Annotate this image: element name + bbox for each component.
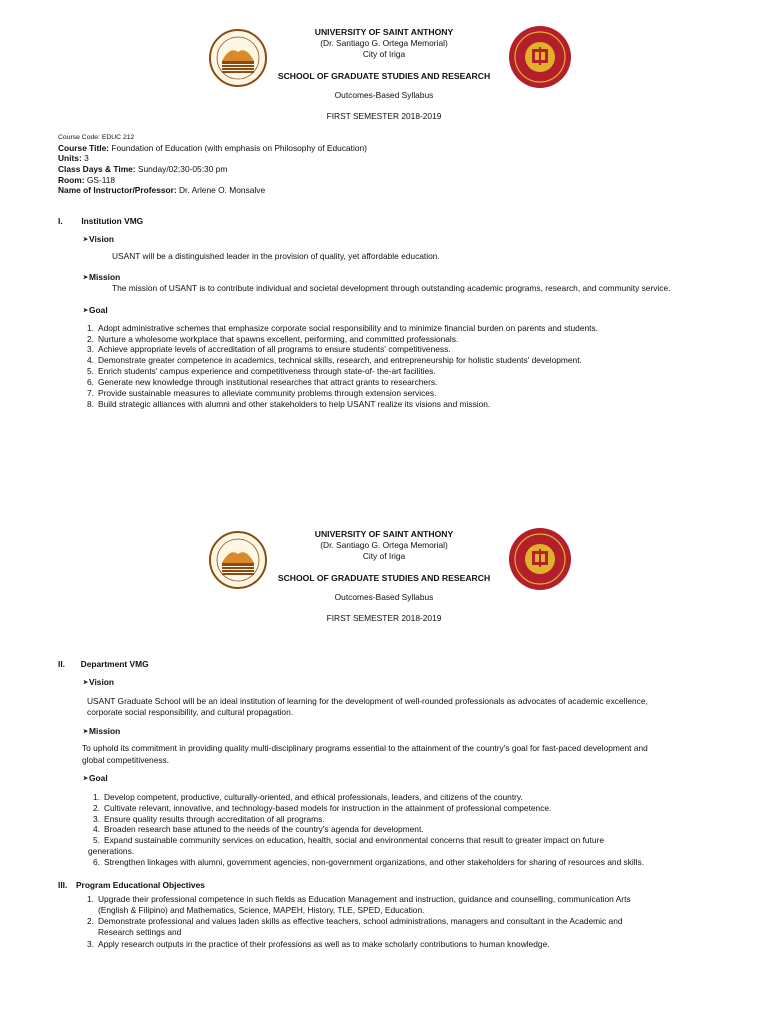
list-item: 3. Achieve appropriate levels of accreditation of all programs to ensure students' competitiveness. (87, 344, 451, 354)
course-days-time: Class Days & Time: Sunday/02:30-05:30 pm (58, 164, 228, 174)
list-item: 7. Provide sustainable measures to alleviate community problems through extension services. (87, 388, 437, 398)
section-heading-department-vmg: II. Department VMG (58, 659, 149, 669)
arrow-bullet-icon: ➤ (83, 729, 89, 735)
list-item-continuation: generations. (88, 846, 135, 856)
list-item: 1. Develop competent, productive, culturally-oriented, and ethical professionals, leaders, and citizens of the country. (93, 792, 523, 802)
university-name: UNIVERSITY OF SAINT ANTHONY (314, 529, 454, 539)
department-mission-line-2: global competitiveness. (82, 755, 170, 765)
list-item: 5. Enrich students' campus experience and competitiveness through state-of- the-art facilities. (87, 366, 436, 376)
course-code: Course Code: EDUC 212 (58, 134, 135, 141)
arrow-bullet-icon: ➤ (83, 776, 89, 782)
university-memorial: (Dr. Santiago G. Ortega Memorial) (320, 540, 448, 550)
syllabus-title: Outcomes-Based Syllabus (334, 90, 434, 100)
course-units: Units: 3 (58, 153, 89, 163)
list-item: 8. Build strategic alliances with alumni and other stakeholders to help USANT realize its visions and mission. (87, 399, 491, 409)
list-item-continuation: Research settings and (98, 927, 182, 937)
course-title: Course Title: Foundation of Education (with emphasis on Philosophy of Education) (58, 143, 367, 153)
department-goal-label: ➤Goal (83, 773, 108, 783)
institution-mission-label: ➤Mission (83, 272, 121, 282)
university-memorial: (Dr. Santiago G. Ortega Memorial) (320, 38, 448, 48)
list-item: 2. Demonstrate professional and values laden skills as effective teachers, school administrations, managers and consultant in the Academic and (87, 916, 623, 926)
course-instructor: Name of Instructor/Professor: Dr. Arlene O. Monsalve (58, 185, 266, 195)
department-vision-label: ➤Vision (83, 677, 115, 687)
section-heading-program-objectives: III. Program Educational Objectives (58, 880, 205, 890)
university-city: City of Iriga (362, 49, 406, 59)
school-name: SCHOOL OF GRADUATE STUDIES AND RESEARCH (277, 573, 491, 583)
institution-vision-label: ➤Vision (83, 234, 115, 244)
arrow-bullet-icon: ➤ (83, 237, 89, 243)
list-item: 1. Adopt administrative schemes that emphasize corporate social responsibility and to minimize financial burden on parents and students. (87, 323, 598, 333)
department-mission-label: ➤Mission (83, 726, 121, 736)
list-item: 3. Ensure quality results through accreditation of all programs. (93, 814, 325, 824)
arrow-bullet-icon: ➤ (83, 308, 89, 314)
department-mission-line-1: To uphold its commitment in providing quality multi-disciplinary programs essential to the attainment of the country's goal for fast-paced development and (82, 743, 648, 753)
semester-label: FIRST SEMESTER 2018-2019 (326, 111, 442, 121)
arrow-bullet-icon: ➤ (83, 680, 89, 686)
list-item: 4. Demonstrate greater competence in academics, technical skills, research, and entrepreneurship for holistic students' development. (87, 355, 582, 365)
arrow-bullet-icon: ➤ (83, 275, 89, 281)
list-item: 3. Apply research outputs in the practice of their professions as well as to make scholarly contributions to human knowledge. (87, 939, 550, 949)
list-item: 6. Strengthen linkages with alumni, government agencies, non-government organizations, and other stakeholders for sharing of resources and skills. (93, 857, 645, 867)
institution-vision-text: USANT will be a distinguished leader in the provision of quality, yet affordable education. (112, 251, 440, 261)
list-item: 2. Nurture a wholesome workplace that spawns excellent, performing, and committed professionals. (87, 334, 459, 344)
section-heading-institution-vmg: I. Institution VMG (58, 216, 144, 226)
list-item-continuation: (English & Filipino) and Mathematics, Science, MAPEH, History, TLE, SPED, Education. (98, 905, 425, 915)
course-room: Room: GS-118 (58, 175, 116, 185)
institution-goal-label: ➤Goal (83, 305, 108, 315)
department-vision-line-1: USANT Graduate School will be an ideal institution of learning for the development of well-rounded professionals as advocates of academic excellence, (87, 696, 648, 706)
syllabus-title: Outcomes-Based Syllabus (334, 592, 434, 602)
list-item: 4. Broaden research base attuned to the needs of the country's agenda for development. (93, 824, 424, 834)
list-item: 1. Upgrade their professional competence in such fields as Education Management and instruction, guidance and counselling, communication Arts (87, 894, 631, 904)
list-item: 2. Cultivate relevant, innovative, and technology-based models for instruction in the attainment of professional competence. (93, 803, 552, 813)
institution-mission-text: The mission of USANT is to contribute individual and societal development through outstanding academic programs, research, and community service. (112, 283, 671, 293)
department-vision-line-2: corporate social responsibility, and cultural propagation. (87, 707, 294, 717)
list-item: 5. Expand sustainable community services on education, health, social and environmental concerns that result to greater impact on future (93, 835, 604, 845)
semester-label: FIRST SEMESTER 2018-2019 (326, 613, 442, 623)
list-item: 6. Generate new knowledge through institutional researches that attract grants to researchers. (87, 377, 438, 387)
university-name: UNIVERSITY OF SAINT ANTHONY (314, 27, 454, 37)
university-city: City of Iriga (362, 551, 406, 561)
school-name: SCHOOL OF GRADUATE STUDIES AND RESEARCH (277, 71, 491, 81)
